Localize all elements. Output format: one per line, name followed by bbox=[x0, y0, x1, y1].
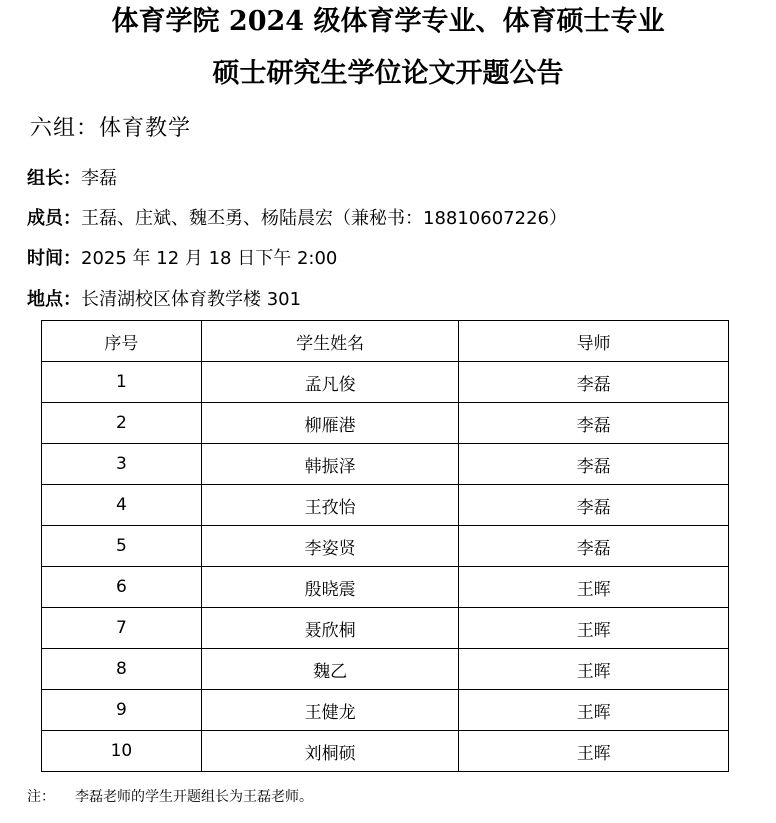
row-advisor: 王晖 bbox=[459, 731, 729, 772]
row-index: 8 bbox=[42, 649, 202, 690]
row-index: 5 bbox=[42, 526, 202, 567]
row-student-name: 王孜怡 bbox=[201, 485, 459, 526]
table-row bbox=[42, 444, 729, 485]
row-student-name: 柳雁港 bbox=[201, 403, 459, 444]
row-index: 7 bbox=[42, 608, 202, 649]
row-index: 3 bbox=[42, 444, 202, 485]
place-value: 长清湖校区体育教学楼 301 bbox=[81, 289, 302, 310]
leader-label: 组长： bbox=[27, 168, 81, 189]
page-subtitle: 硕士研究生学位论文开题公告 bbox=[212, 58, 564, 89]
members-label: 成员： bbox=[27, 208, 81, 229]
row-advisor: 李磊 bbox=[459, 444, 729, 485]
row-index: 9 bbox=[42, 690, 202, 731]
row-student-name: 韩振泽 bbox=[201, 444, 459, 485]
student-table bbox=[41, 320, 729, 772]
place-line bbox=[27, 287, 301, 313]
row-student-name: 孟凡俊 bbox=[201, 362, 459, 403]
row-index: 1 bbox=[42, 362, 202, 403]
row-advisor: 王晖 bbox=[459, 690, 729, 731]
table-row bbox=[42, 690, 729, 731]
table-row bbox=[42, 731, 729, 772]
row-index: 4 bbox=[42, 485, 202, 526]
table-row bbox=[42, 608, 729, 649]
row-advisor: 李磊 bbox=[459, 403, 729, 444]
table-row bbox=[42, 485, 729, 526]
row-advisor: 王晖 bbox=[459, 608, 729, 649]
header-advisor: 导师 bbox=[459, 321, 729, 362]
row-index: 10 bbox=[42, 731, 202, 772]
members-line bbox=[27, 206, 567, 232]
table-header-row bbox=[42, 321, 729, 362]
row-index: 2 bbox=[42, 403, 202, 444]
row-advisor: 王晖 bbox=[459, 567, 729, 608]
header-index: 序号 bbox=[42, 321, 202, 362]
row-advisor: 李磊 bbox=[459, 362, 729, 403]
header-student-name: 学生姓名 bbox=[201, 321, 459, 362]
footnote bbox=[27, 786, 313, 808]
members-value: 王磊、庄斌、魏丕勇、杨陆晨宏（兼秘书：18810607226） bbox=[81, 208, 567, 229]
row-student-name: 魏乙 bbox=[201, 649, 459, 690]
table-row bbox=[42, 526, 729, 567]
row-advisor: 李磊 bbox=[459, 485, 729, 526]
row-student-name: 刘桐硕 bbox=[201, 731, 459, 772]
row-index: 6 bbox=[42, 567, 202, 608]
row-student-name: 李姿贤 bbox=[201, 526, 459, 567]
row-student-name: 聂欣桐 bbox=[201, 608, 459, 649]
row-advisor: 王晖 bbox=[459, 649, 729, 690]
row-advisor: 李磊 bbox=[459, 526, 729, 567]
footnote-text: 李磊老师的学生开题组长为王磊老师。 bbox=[75, 789, 313, 805]
leader-line bbox=[27, 166, 117, 192]
time-value: 2025 年 12 月 18 日下午 2:00 bbox=[81, 248, 338, 269]
leader-value: 李磊 bbox=[81, 168, 117, 189]
page-title: 体育学院 2024 级体育学专业、体育硕士专业 bbox=[111, 6, 665, 37]
footnote-label: 注： bbox=[27, 789, 55, 805]
table-row bbox=[42, 567, 729, 608]
time-label: 时间： bbox=[27, 248, 81, 269]
row-student-name: 王健龙 bbox=[201, 690, 459, 731]
place-label: 地点： bbox=[27, 289, 81, 310]
table-row bbox=[42, 649, 729, 690]
group-heading: 六组：体育教学 bbox=[30, 116, 192, 141]
time-line bbox=[27, 246, 337, 272]
table-row bbox=[42, 403, 729, 444]
row-student-name: 殷晓震 bbox=[201, 567, 459, 608]
table-row bbox=[42, 362, 729, 403]
